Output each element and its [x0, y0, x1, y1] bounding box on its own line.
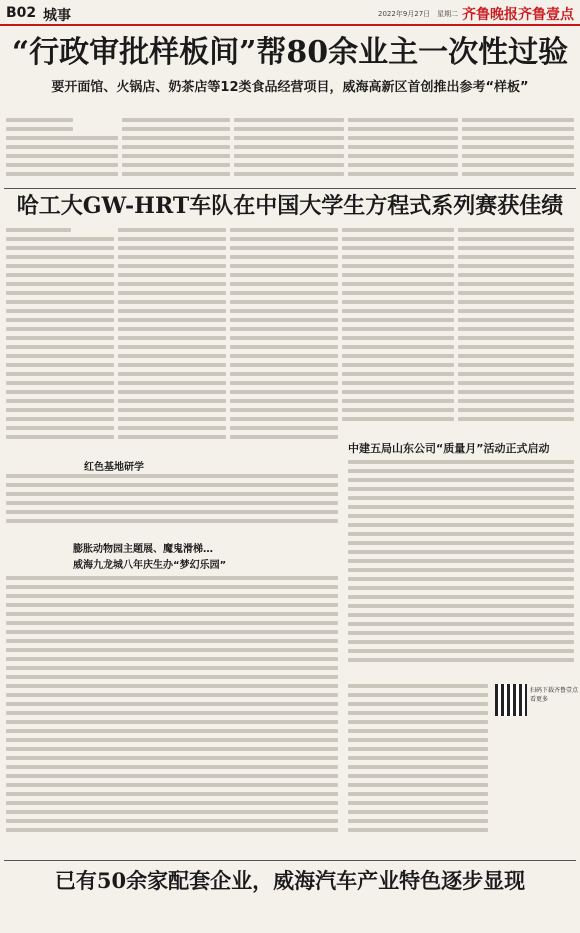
article-2-col-4: [342, 228, 454, 433]
article-1-col-4: [348, 118, 458, 184]
qr-caption: 扫码下载齐鲁壹点 看更多: [530, 687, 579, 703]
page-number: B02: [6, 5, 37, 21]
article-1-col-2: [122, 118, 230, 184]
red-base-body: [6, 474, 338, 532]
headline-quality-month: 中建五局山东公司“质量月”活动正式启动: [348, 442, 550, 455]
article-2-col-5: [458, 228, 574, 433]
masthead: [0, 0, 580, 26]
issue-date: 2022年9月27日 星期二: [378, 10, 459, 18]
headline-racing-team: 哈工大GW-HRT车队在中国大学生方程式系列赛获佳绩: [16, 193, 564, 219]
quality-month-body-2: [348, 684, 488, 844]
article-1-col-5: [462, 118, 574, 184]
divider-2: [4, 860, 576, 861]
quality-month-body: [348, 460, 574, 670]
section-name: 城事: [43, 8, 71, 24]
paper-logo: 齐鲁晚报: [462, 7, 518, 23]
subhead-red-base-study: 红色基地研学: [84, 462, 144, 473]
divider-1: [4, 188, 576, 189]
qr-code-icon: [495, 684, 527, 716]
edition-logo: 齐鲁壹点: [518, 7, 574, 23]
article-2-col-1: [6, 228, 114, 450]
subhead-zoo-exhibition: 膨胀动物园主题展、魔鬼滑梯…: [73, 544, 213, 555]
article-2-col-3: [230, 228, 338, 450]
article-2-col-2: [118, 228, 226, 450]
subhead-dream-park: 威海九龙城八年庆生办“梦幻乐园”: [73, 560, 227, 571]
headline-approval-showroom: “行政审批样板间”帮80余业主一次性过验: [11, 35, 569, 70]
article-1-col-3: [234, 118, 344, 184]
headline-auto-industry: 已有50余家配套企业，威海汽车产业特色逐步显现: [54, 868, 526, 893]
dream-park-body: [6, 576, 338, 844]
subheadline-approval-showroom: 要开面馆、火锅店、奶茶店等12类食品经营项目，威海高新区首创推出参考“样板”: [51, 80, 529, 95]
article-1-col-1: [6, 118, 118, 184]
